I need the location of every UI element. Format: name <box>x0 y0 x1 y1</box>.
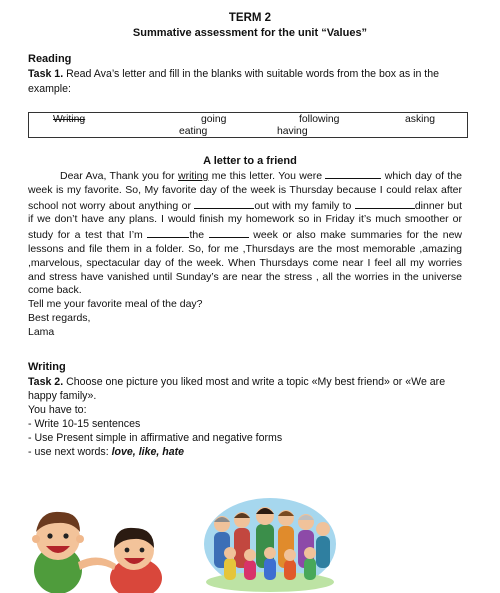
happy-family-picture[interactable] <box>200 492 340 593</box>
letter-text: week or also make summaries for the new lessons and file them in a folder. So, for me ,Thursdays are the most memorable ,amazing ,marvelous, spectacular day of the week. When Thursdays come near I feel all my worries and stress have vanished until Sunday’s are near the stress , all the worries in the universe come back. <box>28 229 462 297</box>
have-to-label: You have to: <box>28 404 87 416</box>
term-label: TERM 2 <box>228 12 272 24</box>
best-friends-picture[interactable] <box>28 492 168 593</box>
requirement-3-prefix: - use next words: <box>28 446 112 458</box>
word-following: following <box>299 114 340 125</box>
blank-4[interactable] <box>147 227 189 238</box>
letter-question: Tell me your favorite meal of the day? <box>28 298 203 311</box>
letter-text: Dear Ava, Thank you for <box>60 170 178 182</box>
word-box <box>28 112 468 138</box>
letter-text: which day of the week is my favorite. So, My favorite day of the week is Thursday because I could relax after school not worry about anything or <box>28 170 463 212</box>
example-word: writing <box>178 170 209 182</box>
word-asking: asking <box>405 114 436 125</box>
word-going: going <box>201 114 227 125</box>
task2-label: Task 2. <box>28 376 64 388</box>
task1-instructions <box>28 67 476 96</box>
letter-closing: Best regards, <box>28 311 91 324</box>
task1-text: Read Ava’s letter and fill in the blanks with suitable words from the box as in the example: <box>28 68 440 95</box>
requirement-3 <box>28 445 468 459</box>
letter-text: out with my family to <box>254 199 355 212</box>
letter-signature: Lama <box>28 325 55 338</box>
blank-5[interactable] <box>209 227 249 238</box>
word-eating: eating <box>179 126 208 137</box>
word-writing: Writing <box>53 114 86 125</box>
required-words: love, like, hate <box>111 446 185 458</box>
letter-text: the <box>189 229 209 242</box>
task1-label: Task 1. <box>28 68 64 80</box>
word-having: having <box>277 126 308 137</box>
writing-heading: Writing <box>28 361 66 373</box>
task2-text: Choose one picture you liked most and write a topic «My best friend» or «We are happy family». <box>28 376 446 402</box>
letter-body <box>28 168 462 340</box>
requirement-1: - Write 10-15 sentences <box>28 418 141 430</box>
requirement-2: - Use Present simple in affirmative and negative forms <box>28 432 283 444</box>
blank-1[interactable] <box>325 168 381 179</box>
blank-2[interactable] <box>194 198 254 209</box>
reading-heading: Reading <box>28 53 72 65</box>
task2-line <box>28 375 468 403</box>
letter-text: dinner but if we don’t have any plans. I would finish my homework so in Friday it’s much smoother or study for a test that I’m <box>28 199 462 242</box>
blank-3[interactable] <box>355 198 415 209</box>
letter-paragraph <box>28 168 462 298</box>
letter-title: A letter to a friend <box>203 155 297 167</box>
assessment-title: Summative assessment for the unit “Values” <box>132 27 368 39</box>
task2-instructions <box>28 375 468 459</box>
letter-text: me this letter. You were <box>208 170 326 182</box>
